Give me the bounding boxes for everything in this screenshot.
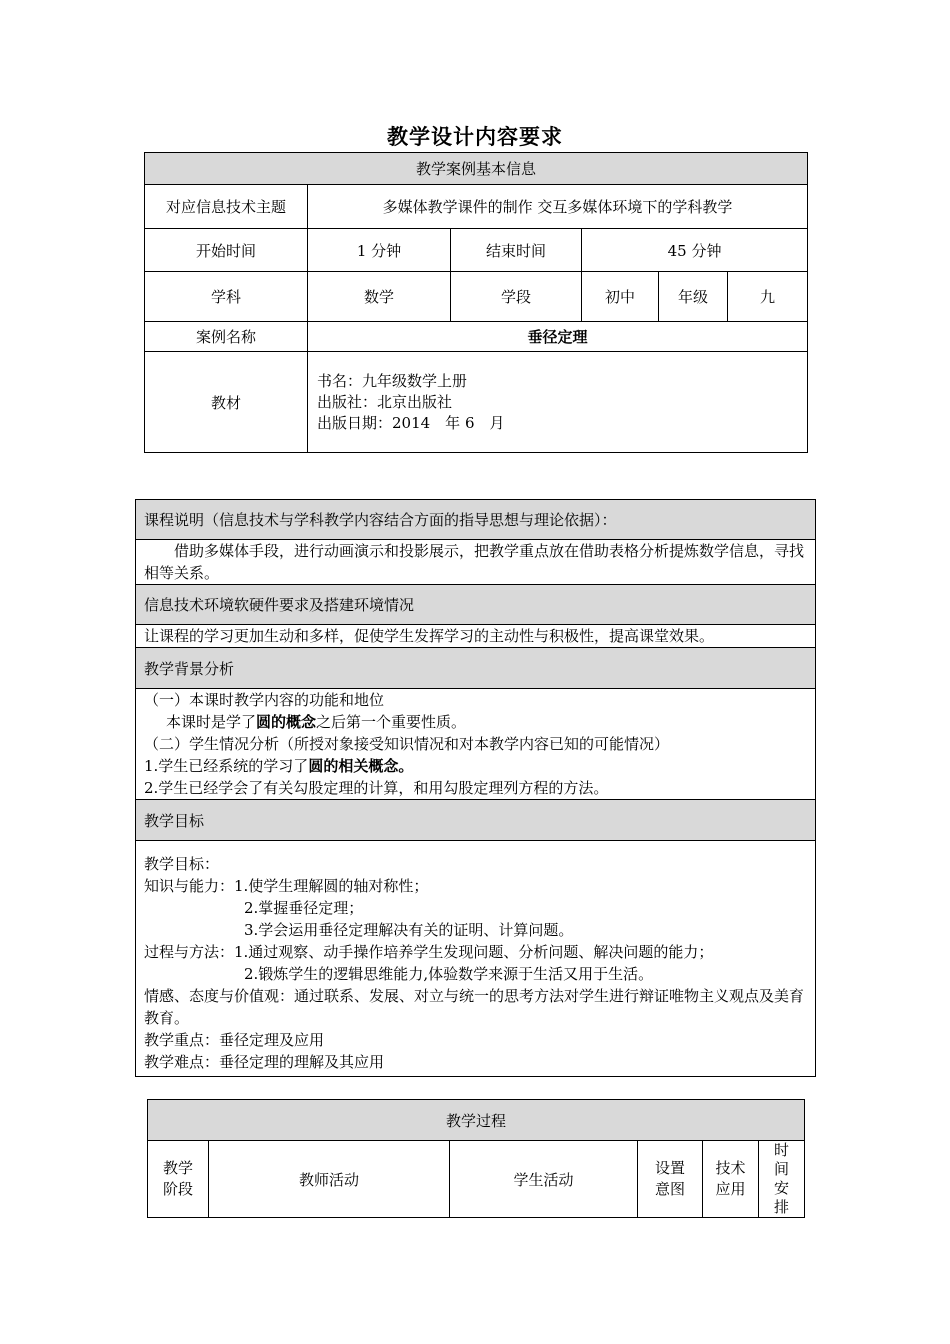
basic-info-table: [144, 152, 808, 453]
background-line: （一）本课时教学内容的功能和地位: [144, 691, 385, 709]
background-line: 2.学生已经学会了有关勾股定理的计算，和用勾股定理列方程的方法。: [144, 779, 609, 797]
col-student-activity: 学生活动: [450, 1141, 638, 1218]
end-time-value: 45 分钟: [582, 229, 808, 272]
goal-line: 教学目标：: [144, 854, 220, 873]
subject-label: 学科: [145, 272, 308, 322]
col-technology: 技术应用: [703, 1141, 759, 1218]
course-desc-header: 课程说明（信息技术与学科教学内容结合方面的指导思想与理论依据）：: [136, 500, 816, 540]
background-line: 1.学生已经系统的学习了圆的相关概念。: [144, 757, 414, 775]
col-stage: 教学阶段: [148, 1141, 209, 1218]
background-line: 本课时是学了圆的概念之后第一个重要性质。: [166, 713, 467, 731]
start-time-value: 1 分钟: [308, 229, 451, 272]
subject-value: 数学: [308, 272, 451, 322]
textbook-info: [308, 352, 808, 453]
textbook-label: 教材: [145, 352, 308, 453]
goal-line: 2.掌握垂径定理；: [244, 898, 364, 917]
process-table: [147, 1099, 805, 1218]
topic-label: 对应信息技术主题: [145, 185, 308, 229]
background-text: [136, 689, 816, 800]
goals-text: [136, 841, 816, 1077]
course-table: [135, 499, 816, 1077]
case-name-value: 垂径定理: [308, 322, 808, 352]
goal-line: 教学重点：垂径定理及应用: [144, 1030, 325, 1049]
col-teacher-activity: 教师活动: [209, 1141, 450, 1218]
grade-label: 年级: [659, 272, 728, 322]
goal-line: 2.锻炼学生的逻辑思维能力,体验数学来源于生活又用于生活。: [244, 964, 654, 983]
env-header: 信息技术环境软硬件要求及搭建环境情况: [136, 585, 816, 625]
goals-header: 教学目标: [136, 800, 816, 841]
goal-line: 知识与能力：1.使学生理解圆的轴对称性；: [144, 876, 429, 895]
process-header: 教学过程: [148, 1100, 805, 1141]
col-intent: 设置意图: [638, 1141, 703, 1218]
env-text: 让课程的学习更加生动和多样，促使学生发挥学习的主动性与积极性，提高课堂效果。: [136, 625, 816, 648]
document-title: 教学设计内容要求: [387, 125, 563, 149]
start-time-label: 开始时间: [145, 229, 308, 272]
course-desc-text: 借助多媒体手段，进行动画演示和投影展示，把教学重点放在借助表格分析提炼数学信息，寻找相等关系。: [136, 540, 816, 585]
textbook-name: 书名：九年级数学上册: [317, 371, 468, 390]
background-line: （二）学生情况分析（所授对象接受知识情况和对本教学内容已知的可能情况）: [144, 735, 670, 753]
stage-label: 学段: [451, 272, 582, 322]
goal-line: 教学难点：垂径定理的理解及其应用: [144, 1052, 385, 1071]
stage-value: 初中: [582, 272, 659, 322]
goal-line: 3.学会运用垂径定理解决有关的证明、计算问题。: [244, 920, 574, 939]
goal-line: 过程与方法：1.通过观察、动手操作培养学生发现问题、分析问题、解决问题的能力；: [144, 942, 714, 961]
topic-value: 多媒体教学课件的制作 交互多媒体环境下的学科教学: [308, 185, 808, 229]
background-header: 教学背景分析: [136, 648, 816, 689]
basic-info-header: 教学案例基本信息: [145, 153, 808, 185]
case-name-label: 案例名称: [145, 322, 308, 352]
textbook-date: 出版日期：2014 年 6 月: [317, 413, 505, 432]
goal-line: 情感、态度与价值观：通过联系、发展、对立与统一的思考方法对学生进行辩证唯物主义观点及美育教育。: [144, 986, 805, 1027]
col-time: 时间安排: [759, 1141, 805, 1218]
grade-value: 九: [728, 272, 808, 322]
end-time-label: 结束时间: [451, 229, 582, 272]
textbook-publisher: 出版社：北京出版社: [317, 392, 453, 411]
